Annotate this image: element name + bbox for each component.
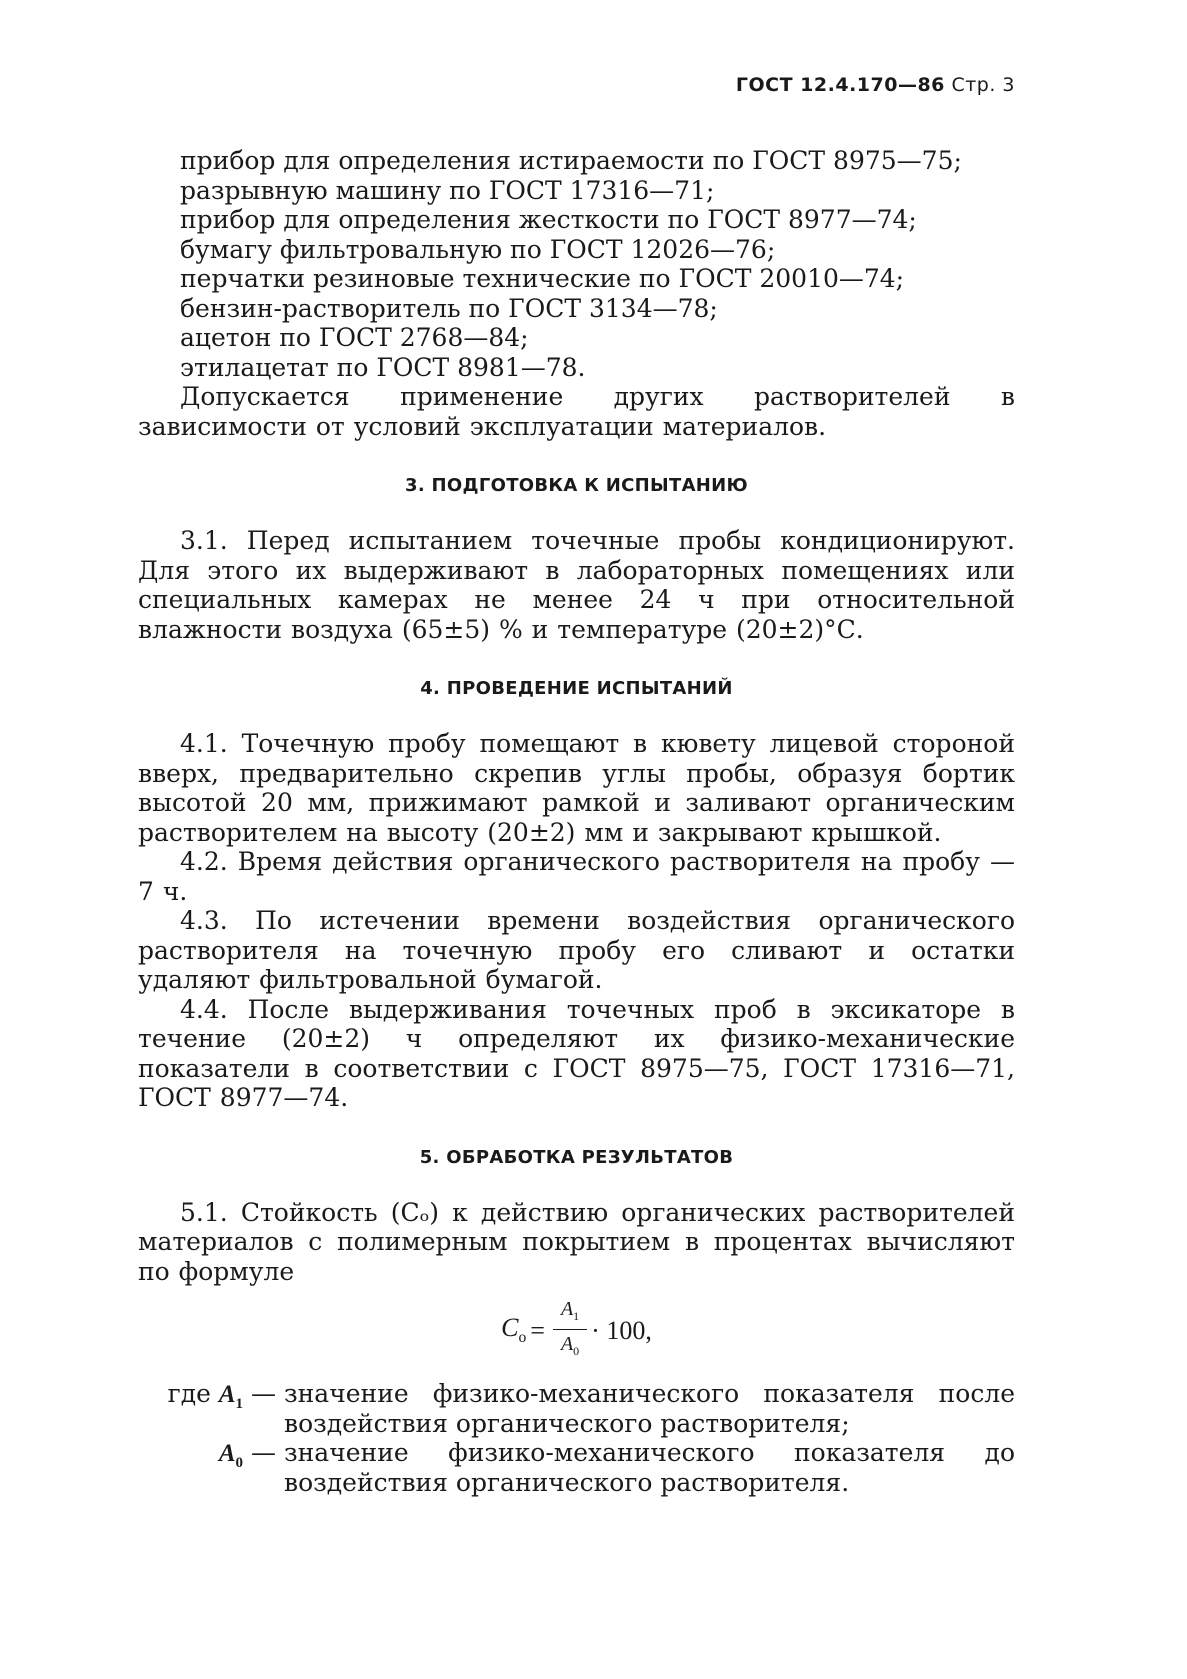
variable-definitions: [138, 1379, 1015, 1497]
paragraph-3-1: 3.1. Перед испытанием точечные пробы кондиционируют. Для этого их выдерживают в лабораторных помещениях или специальных камерах не менее 24 ч при относительной влажности воздуха (65±5) % и температуре (20±2)°С.: [138, 526, 1015, 644]
list-item: разрывную машину по ГОСТ 17316—71;: [180, 175, 715, 205]
definition-text: значение физико-механического показателя после воздействия органического растворителя;: [284, 1379, 1015, 1438]
list-item: перчатки резиновые технические по ГОСТ 20010—74;: [180, 264, 905, 293]
section-4-title: 4. ПРОВЕДЕНИЕ ИСПЫТАНИЙ: [420, 678, 733, 699]
section-5-title: 5. ОБРАБОТКА РЕЗУЛЬТАТОВ: [419, 1146, 734, 1168]
resistance-formula: [138, 1298, 1015, 1363]
paragraph-4-4: 4.4. После выдерживания точечных проб в эксикаторе в течение (20±2) ч определяют их физико-механические показатели в соответствии с ГОСТ 8975—75, ГОСТ 17316—71, ГОСТ 8977—74.: [138, 994, 1015, 1112]
formula-numerator: $A_1$: [553, 1298, 587, 1330]
list-item: прибор для определения жесткости по ГОСТ 8977—74;: [180, 205, 917, 234]
definition-a0: $A_0$ — значение физико-механического показателя до воздействия органического растворителя.: [218, 1438, 1015, 1497]
equipment-list: [180, 146, 1015, 382]
list-item: ацетон по ГОСТ 2768—84;: [180, 323, 529, 352]
formula-lhs: $C_о$: [501, 1313, 527, 1347]
where-prefix: где: [167, 1379, 211, 1408]
paragraph-4-3: 4.3. По истечении времени воздействия органического растворителя на точечную пробу его сливают и остатки удаляют фильтровальной бумагой.: [138, 906, 1015, 994]
list-item: этилацетат по ГОСТ 8981—78.: [180, 352, 586, 382]
paragraph-4-1: 4.1. Точечную пробу помещают в кювету лицевой стороной вверх, предварительно скрепив углы пробы, образуя бортик высотой 20 мм, прижимают рамкой и заливают органическим растворителем на высоту (20±2) мм и закрывают крышкой.: [138, 729, 1015, 847]
list-item: бумагу фильтровальную по ГОСТ 12026—76;: [180, 234, 776, 264]
definition-text: значение физико-механического показателя до воздействия органического растворителя.: [284, 1438, 1015, 1497]
page-number: Стр. 3: [951, 74, 1015, 96]
formula-fraction: [553, 1298, 587, 1363]
paragraph-4-2: 4.2. Время действия органического растворителя на пробу — 7 ч.: [138, 847, 1015, 906]
formula-equals: =: [530, 1315, 545, 1345]
paragraph-5-1: 5.1. Стойкость (Cₒ) к действию органических растворителей материалов с полимерным покрытием в процентах вычисляют по формуле: [138, 1197, 1015, 1286]
list-item: бензин-растворитель по ГОСТ 3134—78;: [180, 293, 718, 323]
definition-a1: где $A_1$ — значение физико-механического показателя после воздействия органического растворителя;: [167, 1379, 1015, 1438]
solvent-note: Допускается применение других растворителей в зависимости от условий эксплуатации материалов.: [138, 382, 1015, 441]
list-item: прибор для определения истираемости по ГОСТ 8975—75;: [180, 146, 962, 175]
document-page: [138, 146, 1015, 1497]
standard-number: ГОСТ 12.4.170—86: [735, 74, 945, 96]
formula-denominator: $A_0$: [560, 1333, 580, 1358]
formula-multiplier: · 100,: [591, 1315, 652, 1345]
page-header: [736, 74, 1015, 96]
section-3-title: 3. ПОДГОТОВКА К ИСПЫТАНИЮ: [405, 475, 748, 496]
